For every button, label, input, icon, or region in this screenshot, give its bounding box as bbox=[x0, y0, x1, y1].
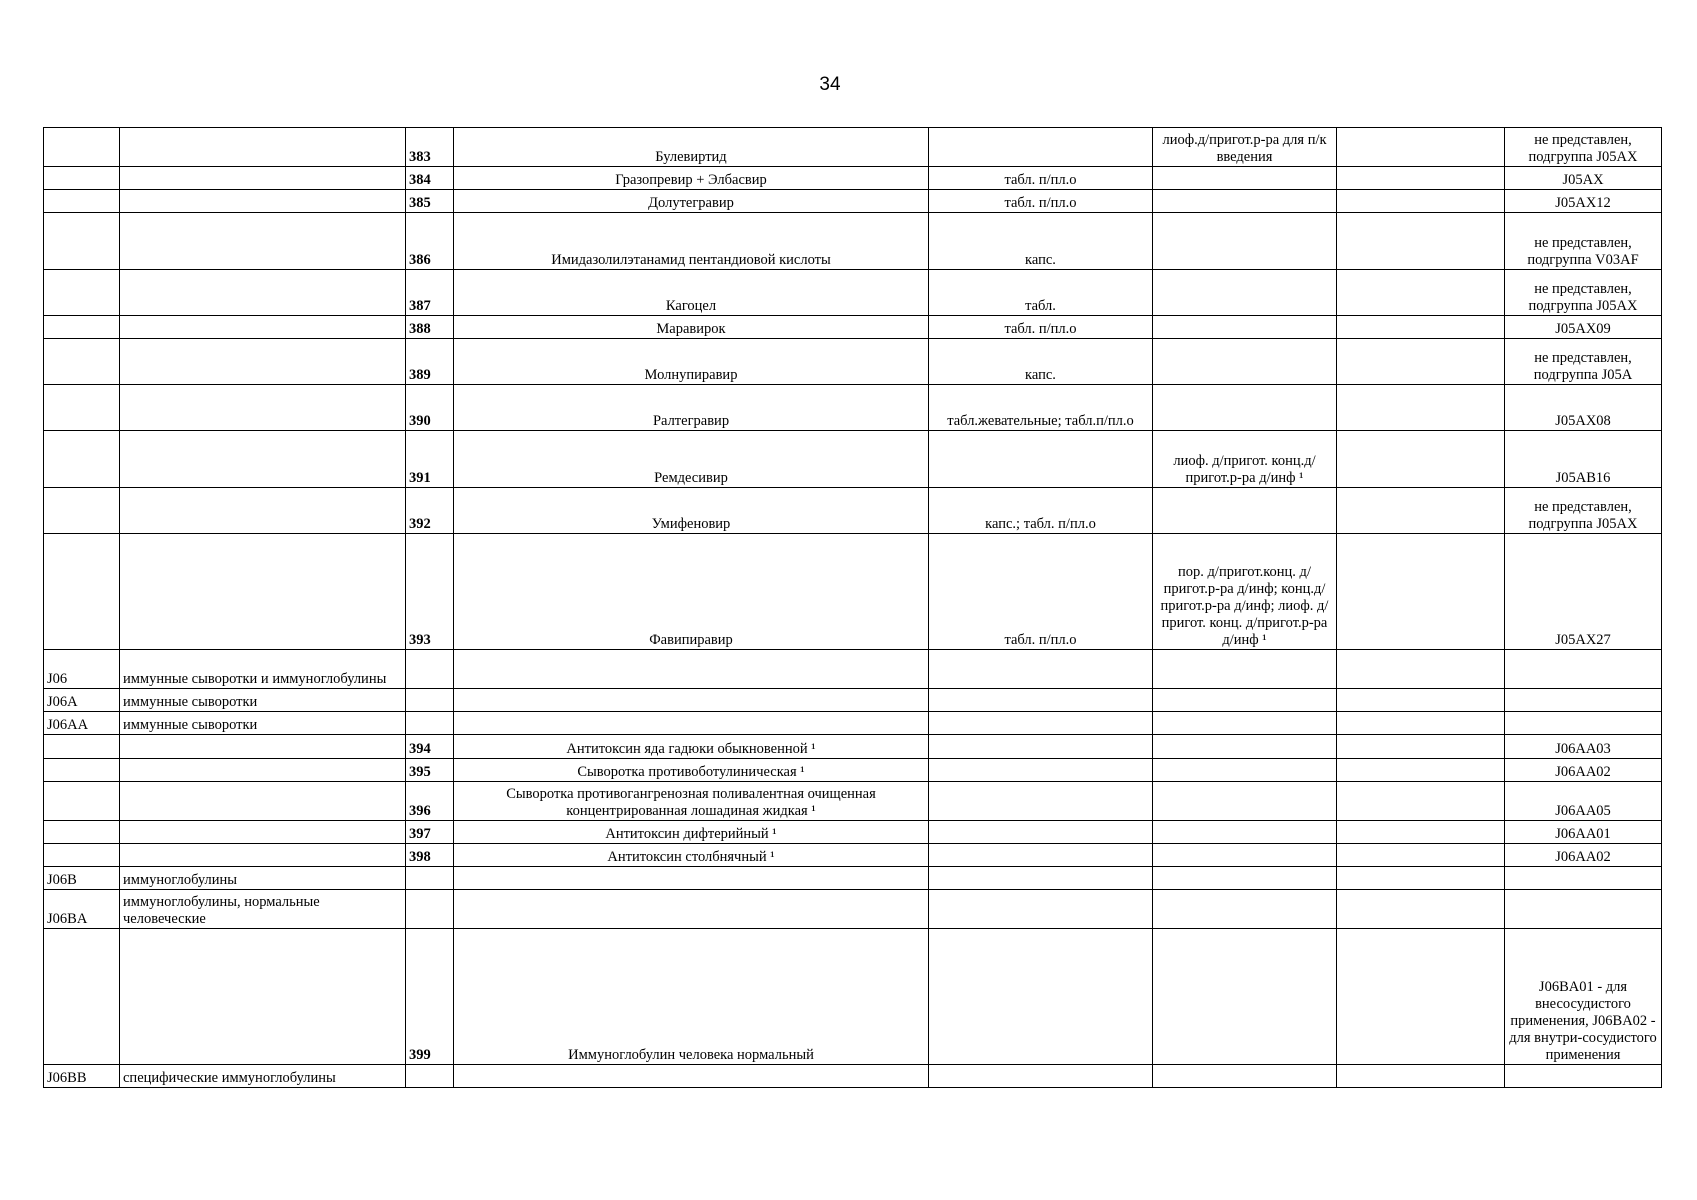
cell-drug: Ралтегравир bbox=[454, 385, 929, 431]
cell-group: специфические иммуноглобулины bbox=[120, 1065, 406, 1088]
cell-form: табл. п/пл.о bbox=[929, 167, 1153, 190]
cell-form bbox=[929, 431, 1153, 488]
cell-drug bbox=[454, 890, 929, 929]
cell-drug bbox=[454, 650, 929, 689]
cell-num: 390 bbox=[406, 385, 454, 431]
table-row bbox=[44, 190, 1662, 213]
cell-drug bbox=[454, 712, 929, 735]
cell-form-2 bbox=[1153, 339, 1337, 385]
cell-code bbox=[44, 759, 120, 782]
cell-num bbox=[406, 1065, 454, 1088]
table-row bbox=[44, 534, 1662, 650]
cell-form bbox=[929, 929, 1153, 1065]
cell-num bbox=[406, 650, 454, 689]
cell-group bbox=[120, 339, 406, 385]
cell-form bbox=[929, 712, 1153, 735]
cell-extra bbox=[1337, 712, 1505, 735]
cell-num: 398 bbox=[406, 844, 454, 867]
cell-form-2 bbox=[1153, 316, 1337, 339]
cell-atc: не представлен, подгруппа V03AF bbox=[1505, 213, 1662, 270]
table-row bbox=[44, 316, 1662, 339]
cell-atc: J06AA01 bbox=[1505, 821, 1662, 844]
cell-code: J06 bbox=[44, 650, 120, 689]
table-row bbox=[44, 213, 1662, 270]
cell-group bbox=[120, 735, 406, 759]
cell-form-2 bbox=[1153, 689, 1337, 712]
cell-group bbox=[120, 385, 406, 431]
cell-form: табл.жевательные; табл.п/пл.о bbox=[929, 385, 1153, 431]
cell-extra bbox=[1337, 890, 1505, 929]
cell-num: 393 bbox=[406, 534, 454, 650]
cell-num bbox=[406, 867, 454, 890]
cell-drug: Ремдесивир bbox=[454, 431, 929, 488]
cell-extra bbox=[1337, 128, 1505, 167]
cell-code bbox=[44, 167, 120, 190]
cell-group bbox=[120, 534, 406, 650]
cell-code: J06BA bbox=[44, 890, 120, 929]
table-row bbox=[44, 844, 1662, 867]
cell-form: табл. bbox=[929, 270, 1153, 316]
cell-code bbox=[44, 534, 120, 650]
cell-group bbox=[120, 190, 406, 213]
cell-code bbox=[44, 844, 120, 867]
cell-code bbox=[44, 190, 120, 213]
cell-group bbox=[120, 316, 406, 339]
cell-num: 395 bbox=[406, 759, 454, 782]
cell-atc: J05AX08 bbox=[1505, 385, 1662, 431]
cell-code bbox=[44, 782, 120, 821]
cell-code bbox=[44, 385, 120, 431]
cell-atc bbox=[1505, 867, 1662, 890]
cell-drug: Антитоксин яда гадюки обыкновенной ¹ bbox=[454, 735, 929, 759]
cell-code bbox=[44, 270, 120, 316]
cell-extra bbox=[1337, 650, 1505, 689]
cell-drug bbox=[454, 867, 929, 890]
cell-atc: J06AA05 bbox=[1505, 782, 1662, 821]
cell-num: 394 bbox=[406, 735, 454, 759]
cell-atc: не представлен, подгруппа J05AX bbox=[1505, 270, 1662, 316]
cell-num: 389 bbox=[406, 339, 454, 385]
cell-num: 399 bbox=[406, 929, 454, 1065]
cell-atc: J05AX bbox=[1505, 167, 1662, 190]
cell-extra bbox=[1337, 844, 1505, 867]
cell-form-2 bbox=[1153, 270, 1337, 316]
cell-form-2 bbox=[1153, 488, 1337, 534]
cell-num bbox=[406, 890, 454, 929]
drug-table bbox=[43, 127, 1662, 1088]
cell-atc: не представлен, подгруппа J05A bbox=[1505, 339, 1662, 385]
table-row bbox=[44, 385, 1662, 431]
table-row bbox=[44, 167, 1662, 190]
cell-form: капс. bbox=[929, 213, 1153, 270]
table-row bbox=[44, 128, 1662, 167]
cell-extra bbox=[1337, 867, 1505, 890]
cell-form bbox=[929, 867, 1153, 890]
table-row bbox=[44, 431, 1662, 488]
cell-atc: J06BA01 - для внесосудистого применения, J06BA02 - для внутри-сосудистого применения bbox=[1505, 929, 1662, 1065]
cell-group bbox=[120, 759, 406, 782]
cell-group: иммунные сыворотки bbox=[120, 689, 406, 712]
cell-form: капс.; табл. п/пл.о bbox=[929, 488, 1153, 534]
cell-form-2 bbox=[1153, 821, 1337, 844]
cell-drug bbox=[454, 1065, 929, 1088]
cell-atc: J06AA02 bbox=[1505, 759, 1662, 782]
table-row bbox=[44, 1065, 1662, 1088]
table-row bbox=[44, 821, 1662, 844]
page-number: 34 bbox=[819, 74, 841, 95]
cell-form bbox=[929, 890, 1153, 929]
cell-extra bbox=[1337, 821, 1505, 844]
cell-group bbox=[120, 431, 406, 488]
cell-code bbox=[44, 735, 120, 759]
cell-drug: Антитоксин дифтерийный ¹ bbox=[454, 821, 929, 844]
cell-code bbox=[44, 821, 120, 844]
cell-num: 383 bbox=[406, 128, 454, 167]
cell-group bbox=[120, 270, 406, 316]
cell-form bbox=[929, 735, 1153, 759]
cell-extra bbox=[1337, 759, 1505, 782]
cell-group bbox=[120, 782, 406, 821]
cell-drug: Булевиртид bbox=[454, 128, 929, 167]
cell-code: J06AA bbox=[44, 712, 120, 735]
table-row bbox=[44, 929, 1662, 1065]
cell-group: иммунные сыворотки bbox=[120, 712, 406, 735]
cell-extra bbox=[1337, 488, 1505, 534]
cell-form-2 bbox=[1153, 782, 1337, 821]
cell-form bbox=[929, 689, 1153, 712]
cell-extra bbox=[1337, 929, 1505, 1065]
cell-form-2 bbox=[1153, 844, 1337, 867]
cell-form-2: лиоф.д/пригот.р-ра для п/к введения bbox=[1153, 128, 1337, 167]
cell-drug: Гразопревир + Элбасвир bbox=[454, 167, 929, 190]
cell-num bbox=[406, 712, 454, 735]
cell-group bbox=[120, 213, 406, 270]
cell-form: капс. bbox=[929, 339, 1153, 385]
cell-num: 385 bbox=[406, 190, 454, 213]
cell-drug: Фавипиравир bbox=[454, 534, 929, 650]
cell-extra bbox=[1337, 431, 1505, 488]
cell-atc: J05AX09 bbox=[1505, 316, 1662, 339]
cell-atc: J06AA03 bbox=[1505, 735, 1662, 759]
table-row bbox=[44, 712, 1662, 735]
cell-form bbox=[929, 821, 1153, 844]
table-row bbox=[44, 759, 1662, 782]
cell-num: 397 bbox=[406, 821, 454, 844]
cell-atc bbox=[1505, 650, 1662, 689]
cell-form-2 bbox=[1153, 759, 1337, 782]
cell-num: 386 bbox=[406, 213, 454, 270]
cell-drug: Имидазолилэтанамид пентандиовой кислоты bbox=[454, 213, 929, 270]
cell-drug: Иммуноглобулин человека нормальный bbox=[454, 929, 929, 1065]
cell-drug: Долутегравир bbox=[454, 190, 929, 213]
cell-group bbox=[120, 844, 406, 867]
cell-drug: Сыворотка противогангренозная поливалентная очищенная концентрированная лошадиная жидкая ¹ bbox=[454, 782, 929, 821]
cell-group bbox=[120, 488, 406, 534]
cell-extra bbox=[1337, 270, 1505, 316]
cell-extra bbox=[1337, 735, 1505, 759]
cell-drug: Умифеновир bbox=[454, 488, 929, 534]
cell-form-2 bbox=[1153, 190, 1337, 213]
cell-code bbox=[44, 488, 120, 534]
cell-drug: Молнупиравир bbox=[454, 339, 929, 385]
cell-group bbox=[120, 929, 406, 1065]
cell-extra bbox=[1337, 213, 1505, 270]
cell-form-2 bbox=[1153, 890, 1337, 929]
cell-group: иммуноглобулины, нормальные человеческие bbox=[120, 890, 406, 929]
cell-group bbox=[120, 128, 406, 167]
cell-group: иммунные сыворотки и иммуноглобулины bbox=[120, 650, 406, 689]
cell-extra bbox=[1337, 534, 1505, 650]
cell-form bbox=[929, 782, 1153, 821]
cell-form: табл. п/пл.о bbox=[929, 534, 1153, 650]
cell-form bbox=[929, 844, 1153, 867]
cell-atc: не представлен, подгруппа J05AX bbox=[1505, 488, 1662, 534]
cell-extra bbox=[1337, 167, 1505, 190]
cell-drug: Маравирок bbox=[454, 316, 929, 339]
cell-form bbox=[929, 650, 1153, 689]
cell-group: иммуноглобулины bbox=[120, 867, 406, 890]
cell-code bbox=[44, 128, 120, 167]
cell-group bbox=[120, 167, 406, 190]
cell-form: табл. п/пл.о bbox=[929, 316, 1153, 339]
cell-atc bbox=[1505, 890, 1662, 929]
cell-drug: Кагоцел bbox=[454, 270, 929, 316]
table-row bbox=[44, 782, 1662, 821]
cell-code bbox=[44, 316, 120, 339]
cell-code bbox=[44, 929, 120, 1065]
cell-atc bbox=[1505, 712, 1662, 735]
cell-form bbox=[929, 128, 1153, 167]
cell-form bbox=[929, 1065, 1153, 1088]
cell-form-2 bbox=[1153, 1065, 1337, 1088]
cell-form-2: лиоф. д/пригот. конц.д/пригот.р-ра д/инф ¹ bbox=[1153, 431, 1337, 488]
cell-atc: J05AX12 bbox=[1505, 190, 1662, 213]
table-row bbox=[44, 650, 1662, 689]
table-row bbox=[44, 689, 1662, 712]
cell-num: 392 bbox=[406, 488, 454, 534]
cell-atc: J05AB16 bbox=[1505, 431, 1662, 488]
cell-atc bbox=[1505, 1065, 1662, 1088]
table-row bbox=[44, 270, 1662, 316]
table-row bbox=[44, 890, 1662, 929]
table-row bbox=[44, 488, 1662, 534]
cell-extra bbox=[1337, 385, 1505, 431]
cell-form-2 bbox=[1153, 929, 1337, 1065]
cell-num: 396 bbox=[406, 782, 454, 821]
cell-num: 388 bbox=[406, 316, 454, 339]
cell-extra bbox=[1337, 782, 1505, 821]
cell-num: 391 bbox=[406, 431, 454, 488]
cell-atc: J05AX27 bbox=[1505, 534, 1662, 650]
cell-code: J06B bbox=[44, 867, 120, 890]
cell-form-2 bbox=[1153, 867, 1337, 890]
cell-form-2 bbox=[1153, 167, 1337, 190]
table-row bbox=[44, 867, 1662, 890]
cell-atc: не представлен, подгруппа J05AX bbox=[1505, 128, 1662, 167]
cell-code: J06A bbox=[44, 689, 120, 712]
cell-atc: J06AA02 bbox=[1505, 844, 1662, 867]
cell-form bbox=[929, 759, 1153, 782]
cell-drug bbox=[454, 689, 929, 712]
cell-code bbox=[44, 431, 120, 488]
cell-group bbox=[120, 821, 406, 844]
cell-extra bbox=[1337, 339, 1505, 385]
table-row bbox=[44, 339, 1662, 385]
cell-num: 387 bbox=[406, 270, 454, 316]
cell-drug: Сыворотка противоботулиническая ¹ bbox=[454, 759, 929, 782]
cell-form-2 bbox=[1153, 385, 1337, 431]
cell-form-2 bbox=[1153, 650, 1337, 689]
cell-code bbox=[44, 339, 120, 385]
cell-form: табл. п/пл.о bbox=[929, 190, 1153, 213]
cell-num: 384 bbox=[406, 167, 454, 190]
cell-form-2 bbox=[1153, 213, 1337, 270]
cell-form-2: пор. д/пригот.конц. д/пригот.р-ра д/инф; конц.д/пригот.р-ра д/инф; лиоф. д/пригот. конц. д/пригот.р-ра д/инф ¹ bbox=[1153, 534, 1337, 650]
cell-extra bbox=[1337, 1065, 1505, 1088]
cell-extra bbox=[1337, 190, 1505, 213]
cell-code bbox=[44, 213, 120, 270]
cell-extra bbox=[1337, 689, 1505, 712]
cell-extra bbox=[1337, 316, 1505, 339]
cell-num bbox=[406, 689, 454, 712]
cell-form-2 bbox=[1153, 735, 1337, 759]
cell-drug: Антитоксин столбнячный ¹ bbox=[454, 844, 929, 867]
cell-form-2 bbox=[1153, 712, 1337, 735]
cell-code: J06BB bbox=[44, 1065, 120, 1088]
table-row bbox=[44, 735, 1662, 759]
cell-atc bbox=[1505, 689, 1662, 712]
